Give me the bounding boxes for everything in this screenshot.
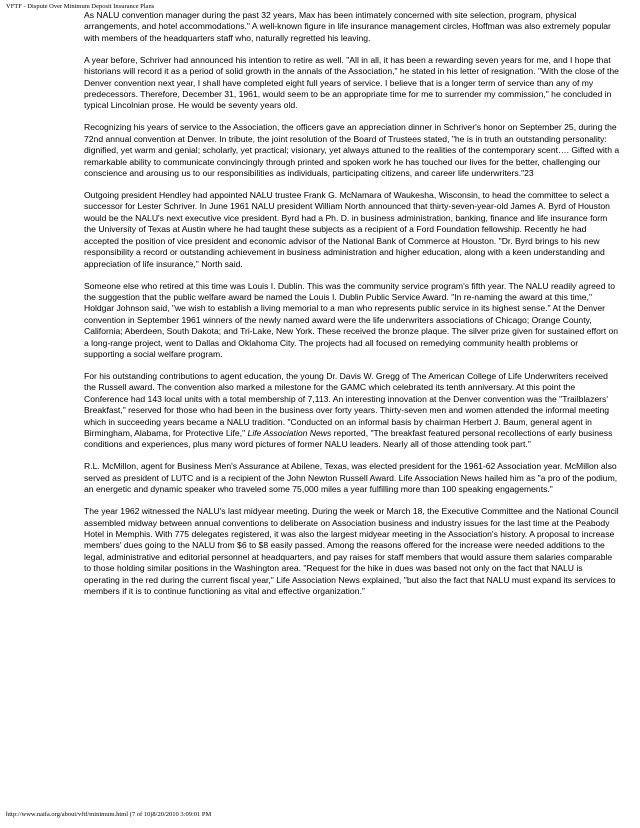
paragraph-3: Recognizing his years of service to the Association, the officers gave an appreciation dinner in Schriver's honor on September 25, during the 72nd annual convention at Denver. In tribute, the joint resolution of the Board of Trustees stated, "he is in truth an outstanding personality: dignified, yet warm and genial; scholarly, yet practical; visionary, yet always attuned to the realities of the contemporary scent…. Gifted with a remarkable ability to communicate convincingly through printed and spoken work he has touched our lives for the better, challenging our conscience and arousing us to our responsibilities as individuals, participating citizens, and career life underwriters."23 (84, 122, 620, 179)
paragraph-4: Outgoing president Hendley had appointed NALU trustee Frank G. McNamara of Waukesha, Wisconsin, to head the committee to select a successor for Lester Schriver. In June 1961 NALU president William North announced that thirty-seven-year-old James A. Byrd of Houston would be the NALU's next executive vice president. Byrd had a Ph. D. in business administration, banking, finance and life insurance form the University of Texas at Austin where he had taught these subjects as a recipient of a Ford Foundation fellowship. Recently he had accepted the position of vice president and economic advisor of the National Bank of Commerce at Houston. "Dr. Byrd brings to his new responsibility a record or outstanding achievement in business administration and higher education, along with a keen understanding and appreciation of life insurance," North said. (84, 190, 610, 269)
paragraph-5: Someone else who retired at this time was Louis I. Dublin. This was the community service program's fifth year. The NALU readily agreed to the suggestion that the public welfare award be named the Louis I. Dublin Public Service Award. "In re-naming the award at this time," Holdgar Johnson said, "we wish to establish a living memorial to a man who represents public service in its highest sense." At the Denver convention in September 1961 winners of the newly named award were the life underwriters associations of Chicago; Orange County, California; Aberdeen, South Dakota; and Tri-Lake, New York. These received the bronze plaque. The silver prize given for sustained effort on a long-range project, went to Dallas and Oklahoma City. The projects had all focused on remedying community health problems or supporting a social welfare program. (84, 280, 619, 359)
paragraph-8: The year 1962 witnessed the NALU's last midyear meeting. During the week or March 18, the Executive Committee and the National Council assembled midway between annual conventions to deliberate on Association business and industry issues for the last time at the Peabody Hotel in Memphis. With 775 delegates registered, it was also the largest midyear meeting in the Association's history. A proposal to increase members' dues going to the NALU from $6 to $8 easily passed. Among the reasons offered for the increase were needed additions to the legal, administrative and editorial personnel at headquarters, and pay raises for staff members that would assure them salaries comparable to those holding similar positions in the Washington area. "Request for the hike in dues was based not only on the fact that NALU is operating in the red during the current fiscal year," Life Association News explained, "but also the fact that NALU must expand its services to members if it is to continue functioning as vital and effective organization." (84, 506, 619, 597)
paragraph-2: A year before, Schriver had announced his intention to retire as well. "All in all, it has been a rewarding seven years for me, and I hope that historians will record it as a period of solid growth in the annals of the Association," he stated in his letter of resignation. "With the close of the Denver convention next year, I shall have completed eight full years of service. I believe that is a longer term of service than any of my predecessors. Therefore, December 31, 1961, would seem to be an appropriate time for me to surrender my commission," he concluded in typical Lincolnian prose. He would be seventy years old. (84, 54, 619, 111)
publication-title: Life Association News (247, 427, 332, 438)
paragraph-6 (84, 371, 620, 451)
page-header: VFTF - Dispute Over Minimum Deposit Insurance Plans (6, 3, 155, 10)
paragraph-6-before: For his outstanding contributions to agent education, the young Dr. Davis W. Gregg of The American College of Life Underwriters received the Russell award. The convention also marked a milestone for the GAMC which celebrated its tenth anniversary. At this point the Conference had 143 local units with a total membership of 7,113. An interesting innovation at the Denver convention was the "Trailblazers' Breakfast," reserved for those who had been in the business over forty years. Thirty-seven men and women attended the informal meeting which in succeeding years became a NALU tradition. "Conducted on an informal basis by chairman Herbert J. Baum, general agent in Birmingham, Alabama, for Protective Life," (84, 370, 610, 438)
paragraph-7: R.L. McMillon, agent for Business Men's Assurance at Abilene, Texas, was elected president for the 1961-62 Association year. McMillon also served as president of LUTC and is a recipient of the John Newton Russell Award. Life Association News hailed him as "a pro of the podium, an energetic and dynamic speaker who traveled some 75,000 miles a year fulfilling more than 100 speaking engagements." (84, 461, 618, 495)
paragraph-6-after: reported, "The breakfast featured personal recollections of early business conditions and experiences, plus many word pictures of former NALU leaders. Nearly all of those attending took part." (84, 427, 613, 450)
paragraph-1: As NALU convention manager during the past 32 years, Max has been intimately concerned with site selection, program, physical arrangements, and hotel accommodations." A well-known figure in life insurance management circles, Hoffman was also extremely popular with members of the headquarters staff who, naturally regretted his leaving. (84, 10, 611, 43)
document-body (84, 10, 620, 608)
page-footer-url: http://www.naifa.org/about/vftf/minimum.html (7 of 10)8/20/2010 3:09:01 PM (6, 811, 212, 818)
